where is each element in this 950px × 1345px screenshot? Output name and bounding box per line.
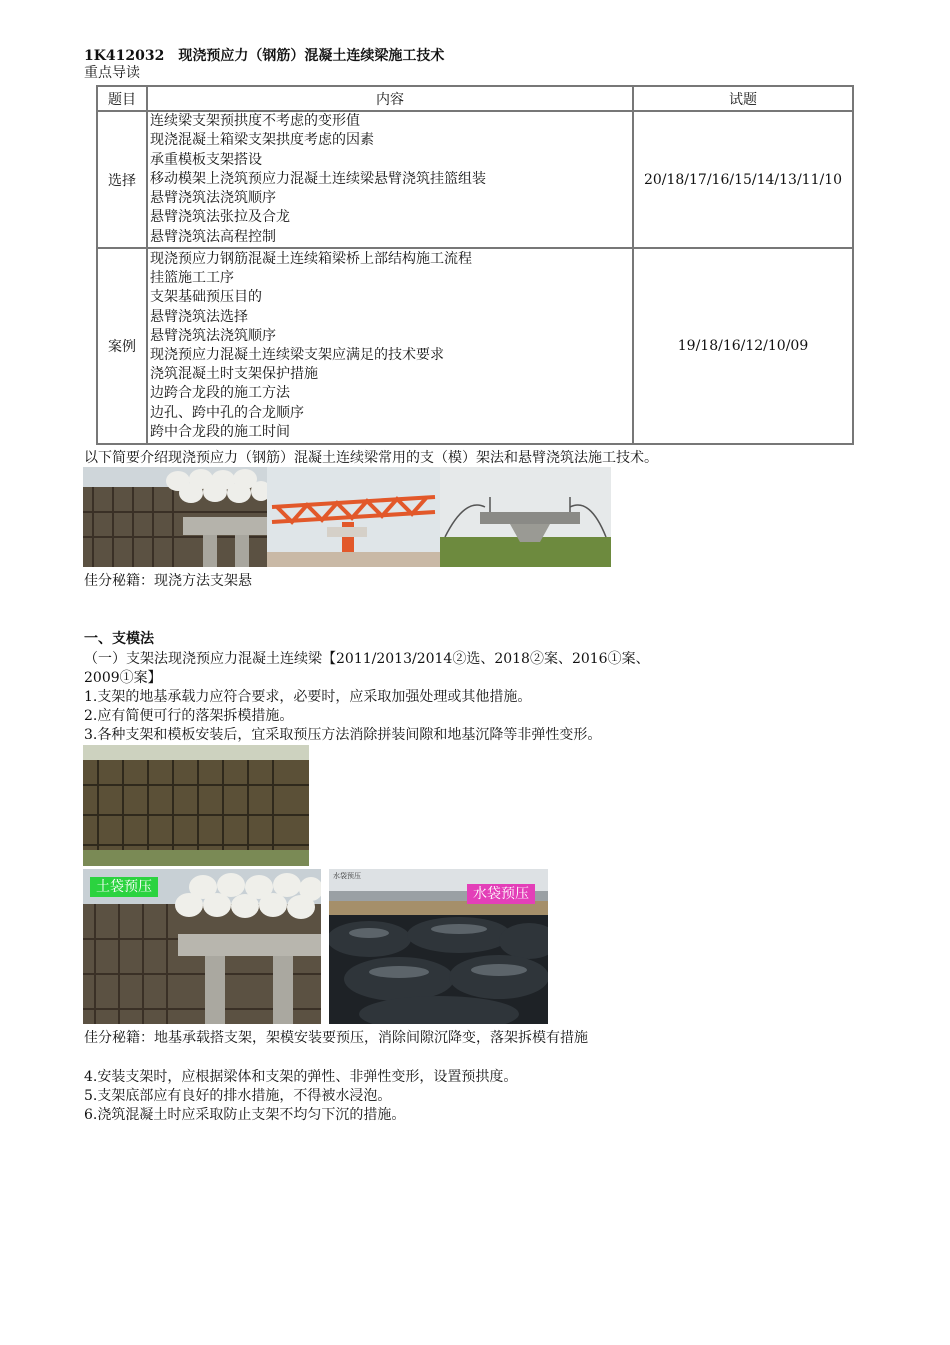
topic-item: 支架基础预压目的 bbox=[150, 289, 262, 306]
list-item: 5.支架底部应有良好的排水措施，不得被水浸泡。 bbox=[84, 1088, 392, 1104]
header-topic: 题目 bbox=[97, 86, 147, 111]
hanging-basket-photo bbox=[267, 467, 440, 567]
list-item: 1.支架的地基承载力应符合要求，必要时，应采取加强处理或其他措施。 bbox=[84, 689, 532, 705]
topic-item: 跨中合龙段的施工时间 bbox=[150, 423, 290, 440]
row-type: 案例 bbox=[97, 248, 147, 444]
subsection-heading-cont: 2009①案】 bbox=[84, 670, 162, 686]
section-heading: 一、支模法 bbox=[84, 631, 154, 647]
water-bag-label: 水袋预压 bbox=[467, 884, 535, 904]
table-row bbox=[97, 111, 853, 248]
table-header-row bbox=[97, 86, 853, 111]
list-item: 4.安装支架时，应根据梁体和支架的弹性、非弹性变形，设置预拱度。 bbox=[84, 1069, 518, 1085]
row-type: 选择 bbox=[97, 111, 147, 248]
water-bag-preload-photo bbox=[329, 869, 548, 1024]
topic-item: 现浇预应力钢筋混凝土连续箱梁桥上部结构施工流程 bbox=[150, 250, 472, 267]
topic-item: 悬臂浇筑法选择 bbox=[150, 308, 248, 325]
intro-text: 以下简要介绍现浇预应力（钢筋）混凝土连续梁常用的支（模）架法和悬臂浇筑法施工技术。 bbox=[84, 450, 658, 466]
header-years: 试题 bbox=[633, 86, 853, 111]
topic-item: 移动模架上浇筑预应力混凝土连续梁悬臂浇筑挂篮组装 bbox=[150, 170, 486, 187]
topic-item: 挂篮施工工序 bbox=[150, 270, 234, 287]
topic-item: 浇筑混凝土时支架保护措施 bbox=[150, 366, 318, 383]
row-years: 20/18/17/16/15/14/13/11/10 bbox=[633, 111, 853, 248]
list-item: 6.浇筑混凝土时应采取防止支架不均匀下沉的措施。 bbox=[84, 1107, 406, 1123]
row-topics bbox=[147, 248, 633, 444]
soil-bag-preload-photo bbox=[83, 869, 321, 1024]
subsection-heading: （一）支架法现浇预应力混凝土连续梁【2011/2013/2014②选、2018②案、2016①案、 bbox=[84, 651, 650, 667]
tip-text-1: 佳分秘籍：现浇方法支架悬 bbox=[84, 573, 252, 589]
scaffold-photo bbox=[83, 745, 309, 866]
topic-item: 悬臂浇筑法浇筑顺序 bbox=[150, 190, 276, 207]
topic-item: 承重模板支架搭设 bbox=[150, 151, 262, 168]
topic-item: 悬臂浇筑法浇筑顺序 bbox=[150, 327, 276, 344]
tip-text-2: 佳分秘籍：地基承载搭支架，架模安装要预压，消除间隙沉降变，落架拆模有措施 bbox=[84, 1030, 588, 1046]
row-years: 19/18/16/12/10/09 bbox=[633, 248, 853, 444]
header-content: 内容 bbox=[147, 86, 633, 111]
formwork-photo bbox=[83, 467, 267, 567]
topic-item: 边孔、跨中孔的合龙顺序 bbox=[150, 404, 304, 421]
topic-item: 现浇预应力混凝土连续梁支架应满足的技术要求 bbox=[150, 347, 444, 363]
topic-item: 现浇混凝土箱梁支架拱度考虑的因素 bbox=[150, 132, 374, 149]
guide-label: 重点导读 bbox=[84, 65, 140, 81]
study-table bbox=[96, 85, 854, 445]
topic-item: 连续梁支架预拱度不考虑的变形值 bbox=[150, 113, 360, 130]
water-bag-caption: 水袋预压 bbox=[333, 872, 361, 880]
row-topics bbox=[147, 111, 633, 248]
cantilever-construction-photo bbox=[440, 467, 611, 567]
table-row bbox=[97, 248, 853, 444]
topic-item: 悬臂浇筑法张拉及合龙 bbox=[150, 209, 290, 226]
topic-item: 边跨合龙段的施工方法 bbox=[150, 385, 290, 402]
page-title: 1K412032 现浇预应力（钢筋）混凝土连续梁施工技术 bbox=[84, 48, 445, 64]
list-item: 3.各种支架和模板安装后，宜采取预压方法消除拼装间隙和地基沉降等非弹性变形。 bbox=[84, 727, 602, 743]
topic-item: 悬臂浇筑法高程控制 bbox=[150, 228, 276, 245]
list-item: 2.应有简便可行的落架拆模措施。 bbox=[84, 708, 294, 724]
soil-bag-label: 土袋预压 bbox=[90, 877, 158, 897]
